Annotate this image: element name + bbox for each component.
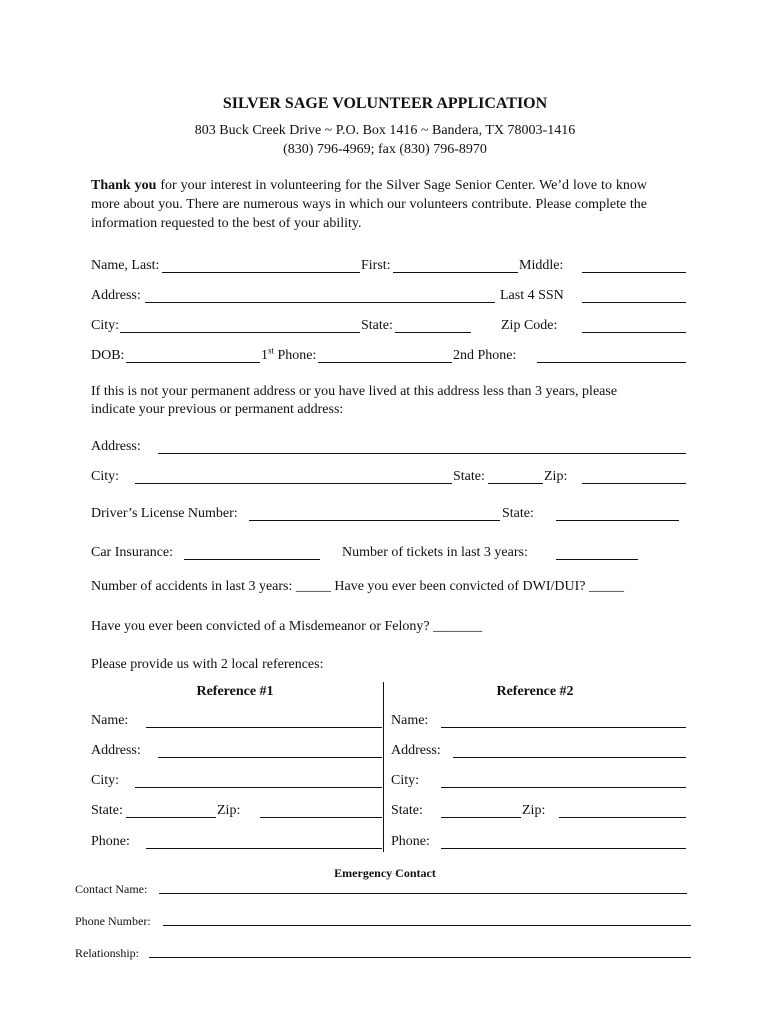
reference-2-heading: Reference #2 [496,684,574,699]
first-phone-field[interactable] [318,362,452,363]
state-field[interactable] [395,332,471,333]
ref1-name-field[interactable] [146,727,382,728]
ref1-city-label: City: [91,773,120,788]
license-field[interactable] [249,520,500,521]
dob-label: DOB: [91,348,125,363]
name-last-label: Name, Last: [91,258,160,273]
accidents-field[interactable]: _____ [295,579,331,594]
ref1-phone-field[interactable] [146,848,382,849]
first-phone-number: 1 [261,348,268,363]
insurance-field[interactable] [184,559,320,560]
zip-code-field[interactable] [582,332,686,333]
middle-name-label: Middle: [519,258,564,273]
second-phone-field[interactable] [537,362,686,363]
first-phone-label [261,345,317,364]
page-title: SILVER SAGE VOLUNTEER APPLICATION [222,95,548,112]
ref2-state-label: State: [391,803,423,818]
relationship-field[interactable] [149,957,691,958]
ref1-state-label: State: [91,803,123,818]
insurance-label: Car Insurance: [91,545,174,560]
tickets-field[interactable] [556,559,638,560]
relationship-label: Relationship: [75,946,139,960]
emergency-heading: Emergency Contact [334,866,436,880]
first-phone-text: Phone: [274,348,317,363]
reference-1-heading: Reference #1 [196,684,274,699]
license-state-label: State: [502,506,534,521]
references-prompt: Please provide us with 2 local references: [91,657,324,672]
first-phone-ordinal: st [268,345,275,356]
first-name-field[interactable] [393,272,518,273]
phone-number-label: Phone Number: [75,914,151,928]
dwi-field[interactable]: _____ [589,579,625,594]
name-last-field[interactable] [162,272,360,273]
previous-zip-field[interactable] [582,483,686,484]
accidents-text: Number of accidents in last 3 years: [91,579,293,594]
ref1-address-label: Address: [91,743,141,758]
phone-number-field[interactable] [163,925,691,926]
intro-body: for your interest in volunteering for the Silver Sage Senior Center. We’d love to know more about you. There are numerous ways in which our volunteers contribute. Please complete the information requested to the best of your ability. [91,178,648,231]
ref2-name-field[interactable] [441,727,686,728]
previous-city-label: City: [91,469,120,484]
accidents-label [91,579,624,595]
ref1-phone-label: Phone: [91,834,130,849]
tickets-label: Number of tickets in last 3 years: [342,545,528,560]
organization-address: 803 Buck Creek Drive ~ P.O. Box 1416 ~ Bandera, TX 78003-1416 [194,123,576,138]
felony-label [91,619,482,635]
ref2-state-field[interactable] [441,817,521,818]
ref1-zip-label: Zip: [217,803,241,818]
state-label: State: [361,318,393,333]
ref2-phone-field[interactable] [441,848,686,849]
previous-address-label: Address: [91,439,141,454]
middle-name-field[interactable] [582,272,686,273]
license-state-field[interactable] [556,520,679,521]
ref1-state-field[interactable] [126,817,216,818]
ref2-zip-field[interactable] [559,817,686,818]
ref2-phone-label: Phone: [391,834,430,849]
ssn-label: Last 4 SSN [500,288,564,303]
ssn-field[interactable] [582,302,686,303]
ref1-address-field[interactable] [158,757,382,758]
first-name-label: First: [361,258,391,273]
address-field[interactable] [145,302,495,303]
ref1-name-label: Name: [91,713,129,728]
felony-text: Have you ever been convicted of a Misdemeanor or Felony? [91,619,430,634]
organization-phone: (830) 796-4969; fax (830) 796-8970 [283,142,487,157]
address-label: Address: [91,288,141,303]
previous-address-field[interactable] [158,453,686,454]
previous-state-label: State: [453,469,485,484]
previous-state-field[interactable] [488,483,543,484]
ref2-city-label: City: [391,773,420,788]
previous-zip-label: Zip: [544,469,568,484]
contact-name-label: Contact Name: [75,882,148,896]
dob-field[interactable] [126,362,260,363]
ref2-name-label: Name: [391,713,429,728]
previous-address-note: If this is not your permanent address or you have lived at this address less than 3 years, please [91,384,618,399]
felony-field[interactable]: _______ [433,619,483,634]
previous-address-note-2: indicate your previous or permanent address: [91,402,344,417]
city-field[interactable] [120,332,360,333]
dwi-text: Have you ever been convicted of DWI/DUI? [334,579,586,594]
ref2-address-label: Address: [391,743,441,758]
contact-name-field[interactable] [159,893,687,894]
second-phone-label: 2nd Phone: [453,348,517,363]
ref2-zip-label: Zip: [522,803,546,818]
ref1-zip-field[interactable] [260,817,382,818]
references-divider [383,682,384,852]
intro-paragraph [91,176,647,233]
previous-city-field[interactable] [135,483,452,484]
ref2-city-field[interactable] [441,787,686,788]
ref2-address-field[interactable] [453,757,686,758]
ref1-city-field[interactable] [135,787,382,788]
license-label: Driver’s License Number: [91,506,238,521]
intro-lead: Thank you [91,178,157,193]
zip-code-label: Zip Code: [501,318,558,333]
city-label: City: [91,318,120,333]
